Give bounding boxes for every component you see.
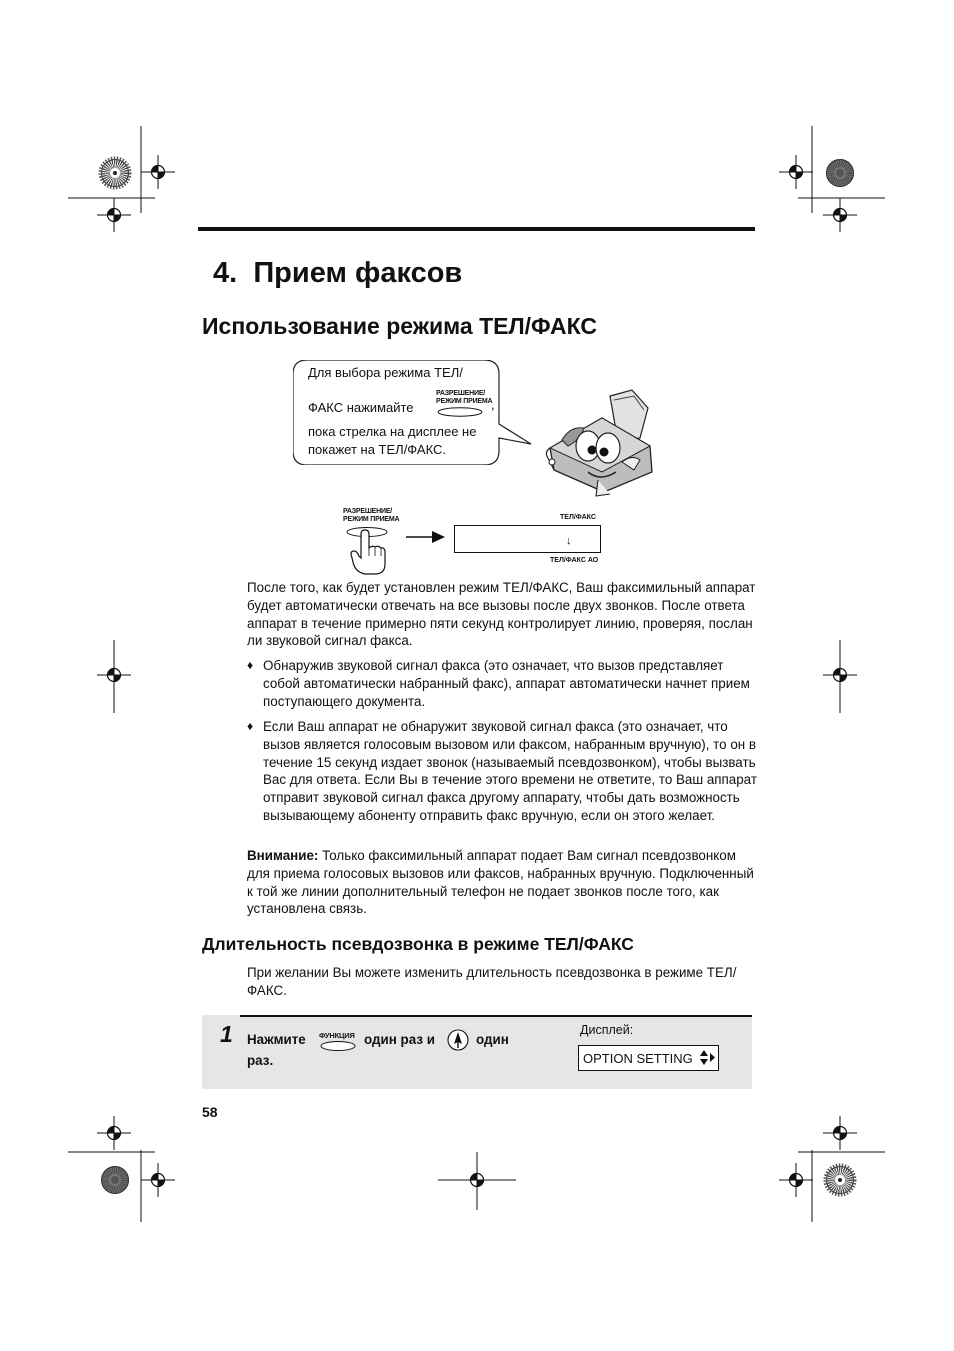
bullet-item bbox=[247, 718, 757, 825]
chapter-title-text: Прием факсов bbox=[253, 257, 463, 289]
step-times-text: раз. bbox=[247, 1053, 274, 1068]
press-key-illustration bbox=[343, 508, 399, 576]
callout-comma: , bbox=[491, 397, 495, 412]
attention-note bbox=[247, 847, 757, 918]
callout-line-3: пока стрелка на дисплее не bbox=[308, 424, 477, 439]
up-down-arrows-icon bbox=[700, 1049, 716, 1067]
display-value: OPTION SETTING bbox=[583, 1051, 693, 1066]
lcd-bottom-label: ТЕЛ/ФАКС АО bbox=[550, 557, 599, 564]
key-label-line-2: РЕЖИМ ПРИЕМА bbox=[436, 398, 493, 405]
function-key-oval-icon bbox=[319, 1040, 357, 1052]
callout-bubble bbox=[293, 360, 533, 465]
bullet-text: Если Ваш аппарат не обнаружит звуковой сигнал факса (это означает, что вызов является голосовым вызовом или факсом, набранным вручную), то он в течение 15 секунд издает звонок (называемый псевдозвонком), чтобы вызвать Вас для ответа. Если Вы в течение этого времени не ответите, то Ваш аппарат отправит звуковой сигнал факса другому аппарату, чтобы дать возможность вызывающему абоненту отправить факс вручную, если он этого желает. bbox=[263, 719, 757, 823]
press-key-label-1: РАЗРЕШЕНИЕ/ bbox=[343, 508, 393, 515]
subsection-paragraph: При желании Вы можете изменить длительность псевдозвонка в режиме ТЕЛ/ФАКС. bbox=[247, 965, 737, 998]
lcd-illustration-screen bbox=[454, 525, 601, 553]
header-rule bbox=[198, 227, 755, 231]
lcd-down-arrow-icon: ↓ bbox=[566, 535, 572, 547]
bullet-diamond-icon: ♦ bbox=[247, 658, 254, 672]
step-press-text: Нажмите bbox=[247, 1032, 306, 1047]
step-number: 1 bbox=[220, 1021, 233, 1047]
lcd-top-label: ТЕЛ/ФАКС bbox=[560, 514, 596, 521]
attention-label: Внимание: bbox=[247, 848, 319, 863]
function-key-icon bbox=[319, 1032, 357, 1052]
attention-text: Только факсимильный аппарат подает Вам сигнал псевдозвонком для приема голосовых вызовов или факсов, набранных вручную. Подключенный к той же линии дополнительный телефон не подает звонков после того, как установлена связь. bbox=[247, 848, 754, 917]
press-key-label-2: РЕЖИМ ПРИЕМА bbox=[343, 516, 400, 523]
callout-line-2: ФАКС нажимайте bbox=[308, 400, 414, 415]
step-once-and-text: один раз и bbox=[364, 1032, 435, 1047]
intro-paragraph: После того, как будет установлен режим ТЕЛ/ФАКС, Ваш факсимильный аппарат будет автоматически отвечать на все вызовы после двух звонков. После ответа аппарат в течение примерно пяти секунд контролирует линию, проверяя, послан ли звуковой сигнал факса. bbox=[247, 580, 756, 649]
key-label-line-1: РАЗРЕШЕНИЕ/ bbox=[436, 390, 486, 397]
display-caption: Дисплей: bbox=[580, 1023, 634, 1037]
function-key-label: ФУНКЦИЯ bbox=[319, 1031, 355, 1040]
key-oval-icon bbox=[436, 407, 484, 417]
display-screen bbox=[578, 1045, 719, 1071]
subsection-title: Длительность псевдозвонка в режиме ТЕЛ/ФАКС bbox=[202, 934, 634, 954]
step-once-text: один bbox=[476, 1032, 509, 1047]
page-number: 58 bbox=[202, 1104, 218, 1120]
bullet-text: Обнаружив звуковой сигнал факса (это означает, что вызов представляет собой автоматически набранный факс), аппарат автоматически начнет прием поступающего документа. bbox=[263, 658, 750, 709]
finger-press-icon bbox=[343, 524, 393, 576]
section-title: Использование режима ТЕЛ/ФАКС bbox=[202, 313, 597, 339]
reception-mode-key-icon bbox=[436, 390, 492, 417]
callout-line-4: покажет на ТЕЛ/ФАКС. bbox=[308, 442, 447, 457]
arrow-right-icon bbox=[406, 530, 446, 544]
fax-machine-illustration bbox=[540, 388, 660, 500]
bullet-diamond-icon: ♦ bbox=[247, 719, 254, 733]
callout-line-1: Для выбора режима ТЕЛ/ bbox=[308, 365, 463, 380]
chapter-title bbox=[213, 257, 462, 290]
chapter-number: 4. bbox=[213, 257, 238, 289]
bullet-item bbox=[247, 657, 757, 710]
up-arrow-key-icon bbox=[447, 1029, 469, 1051]
step-rule bbox=[240, 1015, 752, 1017]
